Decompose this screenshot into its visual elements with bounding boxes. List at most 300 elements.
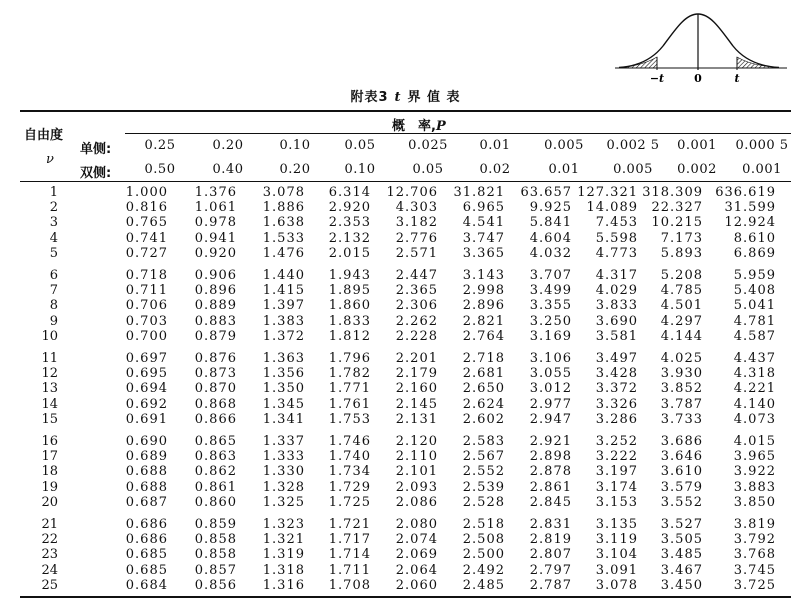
- critical-value-cell: 2.093: [395, 479, 438, 495]
- critical-value-cell: 3.581: [595, 328, 638, 344]
- critical-value-cell: 3.552: [660, 494, 703, 510]
- critical-value-cell: 3.850: [733, 494, 776, 510]
- critical-value-cell: 2.201: [395, 351, 438, 366]
- df-cell: 6: [49, 268, 58, 283]
- critical-value-cell: 2.086: [395, 494, 438, 510]
- critical-value-cell: 2.179: [395, 366, 438, 382]
- table-row: [0, 366, 811, 381]
- critical-value-cell: 0.861: [194, 479, 237, 495]
- critical-value-cell: 3.792: [733, 532, 776, 548]
- table-row: [0, 464, 811, 479]
- critical-value-cell: 0.896: [194, 283, 237, 299]
- df-cell: 24: [41, 562, 58, 578]
- critical-value-cell: 5.041: [733, 298, 776, 314]
- critical-value-cell: 4.318: [733, 366, 776, 382]
- critical-value-cell: 3.250: [529, 313, 572, 329]
- critical-value-cell: 0.978: [194, 215, 237, 231]
- critical-value-cell: 12.924: [724, 215, 776, 231]
- table-row: [0, 434, 811, 449]
- critical-value-cell: 0.889: [194, 298, 237, 314]
- critical-value-cell: 3.355: [529, 298, 572, 314]
- critical-value-cell: 3.143: [462, 268, 505, 283]
- critical-value-cell: 2.518: [462, 517, 505, 532]
- critical-value-cell: 3.485: [660, 547, 703, 563]
- critical-value-cell: 4.029: [595, 283, 638, 299]
- critical-value-cell: 9.925: [529, 200, 572, 216]
- critical-value-cell: 3.467: [660, 562, 703, 578]
- critical-value-cell: 2.602: [462, 411, 505, 427]
- critical-value-cell: 2.262: [395, 313, 438, 329]
- critical-value-cell: 1.740: [328, 449, 371, 465]
- critical-value-cell: 3.106: [529, 351, 572, 366]
- critical-value-cell: 3.707: [529, 268, 572, 283]
- critical-value-cell: 3.119: [595, 532, 638, 548]
- critical-value-cell: 0.883: [194, 313, 237, 329]
- critical-value-cell: 3.833: [595, 298, 638, 314]
- critical-value-cell: 2.101: [395, 464, 438, 480]
- critical-value-cell: 2.120: [395, 434, 438, 449]
- critical-value-cell: 3.174: [595, 479, 638, 495]
- critical-value-cell: 0.816: [125, 200, 168, 216]
- figure-curve: [619, 14, 779, 68]
- critical-value-cell: 0.700: [125, 328, 168, 344]
- df-cell: 20: [41, 494, 58, 510]
- table-row: [0, 298, 811, 313]
- probability-rule: [125, 133, 791, 134]
- critical-value-cell: 4.541: [462, 215, 505, 231]
- df-cell: 22: [41, 532, 58, 548]
- critical-value-cell: 1.440: [262, 268, 305, 283]
- critical-value-cell: 0.694: [125, 381, 168, 397]
- critical-value-cell: 2.845: [529, 494, 572, 510]
- critical-value-cell: 3.326: [595, 396, 638, 412]
- critical-value-cell: 1.415: [262, 283, 305, 299]
- df-cell: 4: [49, 230, 58, 246]
- critical-value-cell: 31.599: [724, 200, 776, 216]
- critical-value-cell: 12.706: [386, 185, 438, 200]
- critical-value-cell: 1.316: [262, 577, 305, 593]
- caption-t: t: [394, 90, 402, 105]
- critical-value-cell: 4.437: [733, 351, 776, 366]
- two-sided-p-9: 0.001: [742, 162, 782, 177]
- critical-value-cell: 2.787: [529, 577, 572, 593]
- critical-value-cell: 4.297: [660, 313, 703, 329]
- critical-value-cell: 1.323: [262, 517, 305, 532]
- critical-value-cell: 3.527: [660, 517, 703, 532]
- critical-value-cell: 7.453: [595, 215, 638, 231]
- critical-value-cell: 14.089: [586, 200, 638, 216]
- critical-value-cell: 2.776: [395, 230, 438, 246]
- table-row: [0, 480, 811, 495]
- critical-value-cell: 1.328: [262, 479, 305, 495]
- critical-value-cell: 0.868: [194, 396, 237, 412]
- two-sided-p-6: 0.01: [548, 162, 580, 177]
- t-distribution-figure: [615, 8, 795, 86]
- critical-value-cell: 0.692: [125, 396, 168, 412]
- table-row: [0, 314, 811, 329]
- critical-value-cell: 3.497: [595, 351, 638, 366]
- critical-value-cell: 1.325: [262, 494, 305, 510]
- one-sided-p-5: 0.01: [479, 138, 511, 153]
- critical-value-cell: 1.363: [262, 351, 305, 366]
- critical-value-cell: 2.898: [529, 449, 572, 465]
- critical-value-cell: 2.500: [462, 547, 505, 563]
- critical-value-cell: 1.708: [328, 577, 371, 593]
- critical-value-cell: 1.319: [262, 547, 305, 563]
- table-caption: [0, 86, 811, 105]
- critical-value-cell: 5.959: [733, 268, 776, 283]
- df-cell: 7: [49, 283, 58, 299]
- critical-value-cell: 6.965: [462, 200, 505, 216]
- table-bottom-rule: [20, 596, 791, 598]
- critical-value-cell: 2.132: [328, 230, 371, 246]
- critical-value-cell: 7.173: [660, 230, 703, 246]
- critical-value-cell: 4.140: [733, 396, 776, 412]
- table-row: [0, 329, 811, 344]
- table-row: [0, 351, 811, 366]
- one-sided-p-3: 0.05: [344, 138, 376, 153]
- critical-value-cell: 2.145: [395, 396, 438, 412]
- critical-value-cell: 1.061: [194, 200, 237, 216]
- critical-value-cell: 2.718: [462, 351, 505, 366]
- one-sided-p-2: 0.10: [279, 138, 311, 153]
- one-sided-label: 单侧:: [80, 142, 112, 157]
- critical-value-cell: 0.863: [194, 449, 237, 465]
- critical-value-cell: 1.886: [262, 200, 305, 216]
- critical-value-cell: 0.689: [125, 449, 168, 465]
- critical-value-cell: 3.135: [595, 517, 638, 532]
- critical-value-cell: 3.365: [462, 245, 505, 261]
- critical-value-cell: 2.528: [462, 494, 505, 510]
- critical-value-cell: 3.286: [595, 411, 638, 427]
- critical-value-cell: 2.069: [395, 547, 438, 563]
- probability-label: [392, 115, 446, 134]
- critical-value-cell: 1.833: [328, 313, 371, 329]
- critical-value-cell: 2.508: [462, 532, 505, 548]
- critical-value-cell: 636.619: [715, 185, 776, 200]
- critical-value-cell: 1.812: [328, 328, 371, 344]
- critical-value-cell: 0.711: [125, 283, 168, 299]
- critical-value-cell: 4.773: [595, 245, 638, 261]
- critical-value-cell: 1.638: [262, 215, 305, 231]
- critical-value-cell: 0.858: [194, 547, 237, 563]
- critical-value-cell: 0.857: [194, 562, 237, 578]
- critical-value-cell: 3.922: [733, 464, 776, 480]
- critical-value-cell: 2.015: [328, 245, 371, 261]
- two-sided-p-8: 0.002: [677, 162, 717, 177]
- critical-value-cell: 0.856: [194, 577, 237, 593]
- table-row: [0, 532, 811, 547]
- critical-value-cell: 2.552: [462, 464, 505, 480]
- critical-value-cell: 4.073: [733, 411, 776, 427]
- critical-value-cell: 2.306: [395, 298, 438, 314]
- critical-value-cell: 2.764: [462, 328, 505, 344]
- critical-value-cell: 2.074: [395, 532, 438, 548]
- table-row: [0, 397, 811, 412]
- two-sided-p-5: 0.02: [479, 162, 511, 177]
- two-sided-p-2: 0.20: [279, 162, 311, 177]
- critical-value-cell: 3.197: [595, 464, 638, 480]
- critical-value-cell: 0.866: [194, 411, 237, 427]
- critical-value-cell: 4.032: [529, 245, 572, 261]
- two-sided-label: 双侧:: [80, 166, 112, 181]
- critical-value-cell: 0.691: [125, 411, 168, 427]
- critical-value-cell: 0.865: [194, 434, 237, 449]
- one-sided-p-9: 0.000 5: [735, 138, 789, 153]
- critical-value-cell: 5.208: [660, 268, 703, 283]
- critical-value-cell: 1.725: [328, 494, 371, 510]
- critical-value-cell: 4.144: [660, 328, 703, 344]
- critical-value-cell: 1.761: [328, 396, 371, 412]
- header-rule: [20, 181, 791, 182]
- table-row: [0, 246, 811, 261]
- critical-value-cell: 3.852: [660, 381, 703, 397]
- df-cell: 8: [49, 298, 58, 314]
- critical-value-cell: 1.717: [328, 532, 371, 548]
- df-cell: 19: [41, 479, 58, 495]
- critical-value-cell: 2.539: [462, 479, 505, 495]
- probability-text: 概 率,: [392, 119, 436, 134]
- critical-value-cell: 0.862: [194, 464, 237, 480]
- figure-center-tick: 0: [694, 72, 702, 85]
- df-cell: 15: [41, 411, 58, 427]
- critical-value-cell: 2.110: [395, 449, 438, 465]
- critical-value-cell: 3.819: [733, 517, 776, 532]
- critical-value-cell: 0.690: [125, 434, 168, 449]
- table-row: [0, 412, 811, 427]
- critical-value-cell: 1.753: [328, 411, 371, 427]
- critical-value-cell: 2.353: [328, 215, 371, 231]
- df-cell: 21: [41, 517, 58, 532]
- critical-value-cell: 4.015: [733, 434, 776, 449]
- critical-value-cell: 2.064: [395, 562, 438, 578]
- critical-value-cell: 0.687: [125, 494, 168, 510]
- critical-value-cell: 2.681: [462, 366, 505, 382]
- table-row: [0, 547, 811, 562]
- df-cell: 25: [41, 577, 58, 593]
- two-sided-p-1: 0.40: [212, 162, 244, 177]
- critical-value-cell: 1.734: [328, 464, 371, 480]
- critical-value-cell: 3.182: [395, 215, 438, 231]
- table-row: [0, 231, 811, 246]
- caption-suffix: 界 值 表: [407, 90, 461, 105]
- critical-value-cell: 1.782: [328, 366, 371, 382]
- one-sided-p-1: 0.20: [212, 138, 244, 153]
- critical-value-cell: 127.321: [577, 185, 638, 200]
- critical-value-cell: 2.485: [462, 577, 505, 593]
- critical-value-cell: 1.533: [262, 230, 305, 246]
- two-sided-p-7: 0.005: [613, 162, 653, 177]
- critical-value-cell: 6.314: [328, 185, 371, 200]
- df-cell: 12: [41, 366, 58, 382]
- critical-value-cell: 0.876: [194, 351, 237, 366]
- critical-value-cell: 0.765: [125, 215, 168, 231]
- two-sided-p-4: 0.05: [412, 162, 444, 177]
- critical-value-cell: 1.350: [262, 381, 305, 397]
- one-sided-p-0: 0.25: [144, 138, 176, 153]
- critical-value-cell: 0.727: [125, 245, 168, 261]
- critical-value-cell: 63.657: [520, 185, 572, 200]
- critical-value-cell: 1.000: [125, 185, 168, 200]
- critical-value-cell: 3.499: [529, 283, 572, 299]
- critical-value-cell: 3.012: [529, 381, 572, 397]
- one-sided-p-6: 0.005: [544, 138, 584, 153]
- critical-value-cell: 1.341: [262, 411, 305, 427]
- two-sided-p-3: 0.10: [344, 162, 376, 177]
- critical-value-cell: 2.878: [529, 464, 572, 480]
- critical-value-cell: 1.711: [328, 562, 371, 578]
- critical-value-cell: 3.252: [595, 434, 638, 449]
- critical-value-cell: 4.501: [660, 298, 703, 314]
- critical-value-cell: 3.965: [733, 449, 776, 465]
- critical-value-cell: 2.977: [529, 396, 572, 412]
- critical-value-cell: 1.383: [262, 313, 305, 329]
- figure-left-tick: −t: [649, 72, 665, 85]
- critical-value-cell: 3.372: [595, 381, 638, 397]
- critical-value-cell: 2.896: [462, 298, 505, 314]
- critical-value-cell: 1.372: [262, 328, 305, 344]
- critical-value-cell: 3.690: [595, 313, 638, 329]
- critical-value-cell: 0.685: [125, 547, 168, 563]
- critical-value-cell: 0.718: [125, 268, 168, 283]
- one-sided-p-4: 0.025: [408, 138, 448, 153]
- table-row: [0, 268, 811, 283]
- critical-value-cell: 1.746: [328, 434, 371, 449]
- critical-value-cell: 3.787: [660, 396, 703, 412]
- critical-value-cell: 0.860: [194, 494, 237, 510]
- critical-value-cell: 0.688: [125, 464, 168, 480]
- critical-value-cell: 0.688: [125, 479, 168, 495]
- table-row: [0, 495, 811, 510]
- critical-value-cell: 3.055: [529, 366, 572, 382]
- two-sided-p-0: 0.50: [144, 162, 176, 177]
- critical-value-cell: 10.215: [651, 215, 703, 231]
- critical-value-cell: 5.841: [529, 215, 572, 231]
- critical-value-cell: 2.447: [395, 268, 438, 283]
- critical-value-cell: 0.870: [194, 381, 237, 397]
- critical-value-cell: 2.821: [462, 313, 505, 329]
- critical-value-cell: 3.078: [595, 577, 638, 593]
- critical-value-cell: 3.610: [660, 464, 703, 480]
- critical-value-cell: 0.706: [125, 298, 168, 314]
- critical-value-cell: 5.893: [660, 245, 703, 261]
- critical-value-cell: 1.321: [262, 532, 305, 548]
- table-row: [0, 449, 811, 464]
- critical-value-cell: 6.869: [733, 245, 776, 261]
- df-cell: 14: [41, 396, 58, 412]
- table-row: [0, 563, 811, 578]
- critical-value-cell: 0.858: [194, 532, 237, 548]
- df-symbol: ν: [46, 152, 54, 167]
- df-cell: 11: [41, 351, 58, 366]
- critical-value-cell: 4.317: [595, 268, 638, 283]
- table-top-rule: [20, 110, 791, 112]
- critical-value-cell: 1.771: [328, 381, 371, 397]
- table-row: [0, 200, 811, 215]
- critical-value-cell: 2.624: [462, 396, 505, 412]
- table-row: [0, 578, 811, 593]
- critical-value-cell: 0.941: [194, 230, 237, 246]
- table-row: [0, 381, 811, 396]
- critical-value-cell: 0.695: [125, 366, 168, 382]
- critical-value-cell: 3.733: [660, 411, 703, 427]
- critical-value-cell: 3.579: [660, 479, 703, 495]
- critical-value-cell: 3.747: [462, 230, 505, 246]
- critical-value-cell: 2.080: [395, 517, 438, 532]
- critical-value-cell: 2.228: [395, 328, 438, 344]
- df-cell: 3: [49, 215, 58, 231]
- critical-value-cell: 5.408: [733, 283, 776, 299]
- critical-value-cell: 2.831: [529, 517, 572, 532]
- critical-value-cell: 4.604: [529, 230, 572, 246]
- critical-value-cell: 3.505: [660, 532, 703, 548]
- critical-value-cell: 2.650: [462, 381, 505, 397]
- table-row: [0, 185, 811, 200]
- df-cell: 16: [41, 434, 58, 449]
- table-row: [0, 283, 811, 298]
- critical-value-cell: 1.356: [262, 366, 305, 382]
- critical-value-cell: 4.785: [660, 283, 703, 299]
- df-cell: 23: [41, 547, 58, 563]
- df-cell: 13: [41, 381, 58, 397]
- df-cell: 2: [49, 200, 58, 216]
- critical-value-cell: 3.930: [660, 366, 703, 382]
- df-cell: 18: [41, 464, 58, 480]
- critical-value-cell: 0.741: [125, 230, 168, 246]
- critical-value-cell: 3.745: [733, 562, 776, 578]
- df-cell: 9: [49, 313, 58, 329]
- critical-value-cell: 3.883: [733, 479, 776, 495]
- critical-value-cell: 1.397: [262, 298, 305, 314]
- critical-value-cell: 5.598: [595, 230, 638, 246]
- critical-value-cell: 0.703: [125, 313, 168, 329]
- critical-value-cell: 3.725: [733, 577, 776, 593]
- critical-value-cell: 2.492: [462, 562, 505, 578]
- critical-value-cell: 3.450: [660, 577, 703, 593]
- critical-value-cell: 2.947: [529, 411, 572, 427]
- critical-value-cell: 1.318: [262, 562, 305, 578]
- critical-value-cell: 8.610: [733, 230, 776, 246]
- critical-value-cell: 1.895: [328, 283, 371, 299]
- critical-value-cell: 4.587: [733, 328, 776, 344]
- critical-value-cell: 3.428: [595, 366, 638, 382]
- critical-value-cell: 1.714: [328, 547, 371, 563]
- critical-value-cell: 3.078: [262, 185, 305, 200]
- critical-value-cell: 0.859: [194, 517, 237, 532]
- critical-value-cell: 1.943: [328, 268, 371, 283]
- critical-value-cell: 3.222: [595, 449, 638, 465]
- critical-value-cell: 1.376: [194, 185, 237, 200]
- critical-value-cell: 2.819: [529, 532, 572, 548]
- table-row: [0, 517, 811, 532]
- critical-value-cell: 1.330: [262, 464, 305, 480]
- critical-value-cell: 2.571: [395, 245, 438, 261]
- critical-value-cell: 0.684: [125, 577, 168, 593]
- critical-value-cell: 3.768: [733, 547, 776, 563]
- critical-value-cell: 1.476: [262, 245, 305, 261]
- critical-value-cell: 2.365: [395, 283, 438, 299]
- critical-value-cell: 3.686: [660, 434, 703, 449]
- critical-value-cell: 2.998: [462, 283, 505, 299]
- df-cell: 5: [49, 245, 58, 261]
- critical-value-cell: 1.729: [328, 479, 371, 495]
- critical-value-cell: 3.153: [595, 494, 638, 510]
- critical-value-cell: 2.920: [328, 200, 371, 216]
- critical-value-cell: 1.860: [328, 298, 371, 314]
- df-cell: 17: [41, 449, 58, 465]
- critical-value-cell: 3.169: [529, 328, 572, 344]
- critical-value-cell: 3.091: [595, 562, 638, 578]
